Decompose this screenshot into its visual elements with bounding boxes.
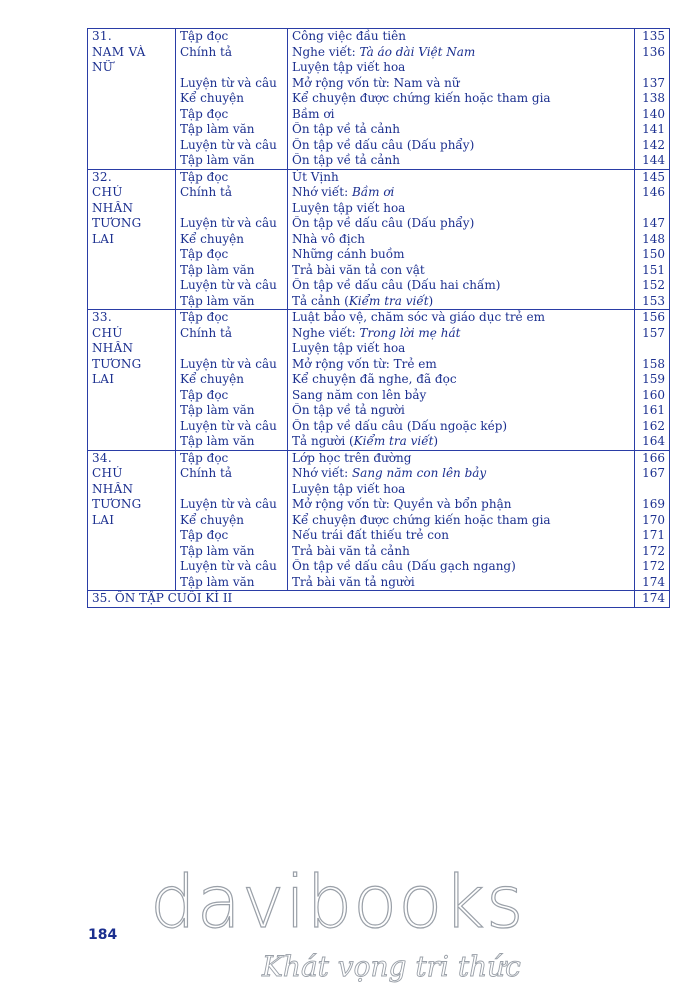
lesson-cell <box>288 403 635 419</box>
subject-cell: Kể chuyện <box>176 232 288 248</box>
page-ref: 142 <box>635 138 670 154</box>
lesson-text: Nghe viết: <box>292 44 360 59</box>
unit-name-line: CHỦ <box>88 326 176 342</box>
page-ref: 144 <box>635 153 670 169</box>
unit-cell-empty <box>88 544 176 560</box>
toc-row <box>88 122 670 138</box>
page-ref: 174 <box>635 591 670 608</box>
toc-row <box>88 357 670 373</box>
lesson-cell <box>288 169 635 185</box>
page-number: 184 <box>88 927 118 943</box>
subject-cell: Tập đọc <box>176 528 288 544</box>
page-ref: 137 <box>635 76 670 92</box>
unit-name-line: LAI <box>88 232 176 248</box>
lesson-text: Tả người ( <box>292 434 354 448</box>
lesson-cell <box>288 201 635 217</box>
lesson-text: Nhớ viết: <box>292 185 352 199</box>
page-ref: 135 <box>635 29 670 45</box>
lesson-text: Ôn tập về tả người <box>292 403 405 417</box>
page-ref: 136 <box>635 45 670 61</box>
lesson-text: Mở rộng vốn từ: Quyền và bổn phận <box>292 497 512 511</box>
unit-cell-empty <box>88 388 176 404</box>
lesson-title-italic: Kiểm tra viết <box>353 434 434 448</box>
subject-cell: Luyện từ và câu <box>176 357 288 373</box>
lesson-text: Nhớ viết: <box>292 466 352 480</box>
subject-cell: Tập làm văn <box>176 263 288 279</box>
page-ref: 162 <box>635 419 670 435</box>
table-of-contents <box>87 28 670 608</box>
lesson-text: Kể chuyện được chứng kiến hoặc tham gia <box>292 512 551 527</box>
lesson-cell <box>288 76 635 92</box>
lesson-text: Tả cảnh ( <box>292 293 349 308</box>
unit-name-line: TƯƠNG <box>88 357 176 373</box>
unit-cell-empty <box>88 434 176 450</box>
toc-row <box>88 419 670 435</box>
unit-cell-empty <box>88 153 176 169</box>
lesson-cell <box>288 528 635 544</box>
lesson-text: Ôn tập về dấu câu (Dấu gạch ngang) <box>292 559 516 573</box>
page-ref: 159 <box>635 372 670 388</box>
page-ref: 141 <box>635 122 670 138</box>
toc-row <box>88 76 670 92</box>
unit-cell-empty <box>88 559 176 575</box>
lesson-cell <box>288 216 635 232</box>
lesson-cell <box>288 138 635 154</box>
subject-cell: Luyện từ và câu <box>176 278 288 294</box>
unit-cell-empty <box>88 403 176 419</box>
subject-cell: Luyện từ và câu <box>176 497 288 513</box>
lesson-text: Luyện tập viết hoa <box>292 341 406 355</box>
unit-number: 34. <box>88 450 176 466</box>
lesson-text: Ôn tập về dấu câu (Dấu phẩy) <box>292 137 475 152</box>
lesson-text: Nhà vô địch <box>292 231 365 246</box>
unit-cell-empty <box>88 107 176 123</box>
toc-row-final-review <box>88 591 670 608</box>
lesson-cell <box>288 29 635 45</box>
lesson-title-italic: Trong lời mẹ hát <box>359 325 461 340</box>
toc-row <box>88 45 670 61</box>
lesson-cell <box>288 60 635 76</box>
subject-cell: Kể chuyện <box>176 513 288 529</box>
page-ref: 172 <box>635 544 670 560</box>
subject-cell: Chính tả <box>176 326 288 342</box>
page-ref: 145 <box>635 169 670 185</box>
subject-cell <box>176 341 288 357</box>
toc-row <box>88 216 670 232</box>
unit-cell-empty <box>88 528 176 544</box>
toc-row <box>88 107 670 123</box>
lesson-text: Công việc đầu tiên <box>292 29 406 43</box>
lesson-text: Sang năm con lên bảy <box>292 387 427 402</box>
lesson-text: Nếu trái đất thiếu trẻ con <box>292 528 449 542</box>
lesson-cell <box>288 357 635 373</box>
toc-row <box>88 326 670 342</box>
subject-cell: Tập đọc <box>176 107 288 123</box>
toc-row <box>88 544 670 560</box>
lesson-cell <box>288 513 635 529</box>
toc-row <box>88 201 670 217</box>
lesson-title-italic: Kiểm tra viết <box>348 293 429 308</box>
toc-row <box>88 153 670 169</box>
toc-body <box>88 29 670 608</box>
watermark-slogan: Khát vọng tri thức <box>262 950 521 983</box>
subject-cell: Kể chuyện <box>176 372 288 388</box>
subject-cell: Tập đọc <box>176 310 288 326</box>
page-ref: 150 <box>635 247 670 263</box>
toc-row <box>88 294 670 310</box>
lesson-text: Luật bảo vệ, chăm sóc và giáo dục trẻ em <box>292 310 545 324</box>
lesson-text: Mở rộng vốn từ: Trẻ em <box>292 356 437 371</box>
toc-row <box>88 232 670 248</box>
subject-cell: Luyện từ và câu <box>176 419 288 435</box>
lesson-text: Ôn tập về dấu câu (Dấu hai chấm) <box>292 278 501 292</box>
toc-row <box>88 497 670 513</box>
subject-cell: Luyện từ và câu <box>176 138 288 154</box>
lesson-text: Kể chuyện đã nghe, đã đọc <box>292 372 457 386</box>
page-ref: 167 <box>635 466 670 482</box>
unit-name-line: NHÂN <box>88 482 176 498</box>
toc-row <box>88 388 670 404</box>
subject-cell: Tập làm văn <box>176 122 288 138</box>
lesson-text: Ôn tập về dấu câu (Dấu ngoặc kép) <box>292 418 508 433</box>
page-ref: 171 <box>635 528 670 544</box>
lesson-cell <box>288 247 635 263</box>
subject-cell: Luyện từ và câu <box>176 559 288 575</box>
unit-number: 32. <box>88 169 176 185</box>
subject-cell: Luyện từ và câu <box>176 216 288 232</box>
subject-cell <box>176 60 288 76</box>
lesson-title-italic: Sang năm con lên bảy <box>351 466 487 480</box>
lesson-cell <box>288 450 635 466</box>
lesson-cell <box>288 263 635 279</box>
toc-row <box>88 466 670 482</box>
lesson-cell <box>288 294 635 310</box>
toc-row <box>88 559 670 575</box>
page-ref: 146 <box>635 185 670 201</box>
lesson-cell <box>288 122 635 138</box>
subject-cell: Tập đọc <box>176 450 288 466</box>
lesson-text: Bầm ơi <box>292 106 335 121</box>
toc-row <box>88 482 670 498</box>
unit-cell-empty <box>88 76 176 92</box>
lesson-title-italic: Bầm ơi <box>351 185 395 199</box>
page-ref: 169 <box>635 497 670 513</box>
unit-cell-empty <box>88 294 176 310</box>
lesson-cell <box>288 232 635 248</box>
toc-row <box>88 247 670 263</box>
lesson-text: Lớp học trên đường <box>292 450 412 465</box>
lesson-cell <box>288 575 635 591</box>
unit-name-line: TƯƠNG <box>88 497 176 513</box>
lesson-cell <box>288 278 635 294</box>
subject-cell: Tập đọc <box>176 247 288 263</box>
subject-cell: Chính tả <box>176 185 288 201</box>
lesson-text: Luyện tập viết hoa <box>292 60 406 74</box>
lesson-text: Út Vịnh <box>292 169 339 184</box>
page-ref: 140 <box>635 107 670 123</box>
page-ref <box>635 341 670 357</box>
toc-row <box>88 528 670 544</box>
subject-cell: Tập làm văn <box>176 434 288 450</box>
page-ref: 164 <box>635 434 670 450</box>
toc-row <box>88 91 670 107</box>
lesson-text: ) <box>428 293 434 308</box>
lesson-cell <box>288 153 635 169</box>
unit-name-line: NAM VÀ <box>88 45 176 61</box>
unit-name-line: TƯƠNG <box>88 216 176 232</box>
unit-cell-empty <box>88 263 176 279</box>
unit-cell-empty <box>88 575 176 591</box>
lesson-title-italic: Tà áo dài Việt Nam <box>359 44 476 59</box>
subject-cell: Luyện từ và câu <box>176 76 288 92</box>
page-ref <box>635 482 670 498</box>
subject-cell: Tập làm văn <box>176 575 288 591</box>
lesson-cell <box>288 185 635 201</box>
unit-number: 33. <box>88 310 176 326</box>
page-ref: 174 <box>635 575 670 591</box>
lesson-cell <box>288 544 635 560</box>
unit-name-line: NHÂN <box>88 201 176 217</box>
unit-cell-empty <box>88 278 176 294</box>
unit-cell-empty <box>88 122 176 138</box>
lesson-cell <box>288 482 635 498</box>
page-ref: 153 <box>635 294 670 310</box>
lesson-cell <box>288 107 635 123</box>
page-ref: 158 <box>635 357 670 373</box>
lesson-text: Nghe viết: <box>292 325 360 340</box>
lesson-text: Kể chuyện được chứng kiến hoặc tham gia <box>292 91 551 105</box>
subject-cell: Chính tả <box>176 466 288 482</box>
toc-row <box>88 310 670 326</box>
lesson-text: Ôn tập về dấu câu (Dấu phẩy) <box>292 216 475 230</box>
subject-cell <box>176 201 288 217</box>
page-ref: 160 <box>635 388 670 404</box>
toc-row <box>88 450 670 466</box>
lesson-text: Mở rộng vốn từ: Nam và nữ <box>292 75 460 90</box>
toc-row <box>88 138 670 154</box>
lesson-text: Trả bài văn tả người <box>292 574 415 589</box>
unit-cell-empty <box>88 91 176 107</box>
page-ref <box>635 60 670 76</box>
unit-name-line: LAI <box>88 372 176 388</box>
lesson-cell <box>288 326 635 342</box>
toc-row <box>88 341 670 357</box>
subject-cell: Tập làm văn <box>176 153 288 169</box>
subject-cell: Tập đọc <box>176 169 288 185</box>
page-ref: 172 <box>635 559 670 575</box>
toc-row <box>88 403 670 419</box>
toc-row <box>88 278 670 294</box>
lesson-cell <box>288 559 635 575</box>
lesson-cell <box>288 91 635 107</box>
toc-row <box>88 169 670 185</box>
lesson-cell <box>288 434 635 450</box>
unit-name-line: CHỦ <box>88 466 176 482</box>
page-ref: 151 <box>635 263 670 279</box>
toc-row <box>88 372 670 388</box>
toc-row <box>88 513 670 529</box>
lesson-cell <box>288 372 635 388</box>
lesson-cell <box>288 497 635 513</box>
toc-row <box>88 29 670 45</box>
lesson-text: Ôn tập về tả cảnh <box>292 153 400 167</box>
unit-cell-empty <box>88 138 176 154</box>
lesson-cell <box>288 341 635 357</box>
lesson-cell <box>288 310 635 326</box>
lesson-text: Luyện tập viết hoa <box>292 481 406 496</box>
page-ref: 152 <box>635 278 670 294</box>
lesson-text: Ôn tập về tả cảnh <box>292 122 400 136</box>
page-ref: 156 <box>635 310 670 326</box>
unit-name-line: LAI <box>88 513 176 529</box>
lesson-text: Trả bài văn tả con vật <box>292 262 425 277</box>
subject-cell: Tập làm văn <box>176 403 288 419</box>
subject-cell: Chính tả <box>176 45 288 61</box>
unit-name-line: NHÂN <box>88 341 176 357</box>
lesson-text: ) <box>433 434 439 448</box>
unit-name-line: NỮ <box>88 60 176 76</box>
unit-cell-empty <box>88 419 176 435</box>
subject-cell: Tập làm văn <box>176 294 288 310</box>
toc-row <box>88 575 670 591</box>
page-ref: 138 <box>635 91 670 107</box>
page-ref: 166 <box>635 450 670 466</box>
subject-cell: Tập đọc <box>176 388 288 404</box>
toc-row <box>88 434 670 450</box>
unit-number: 31. <box>88 29 176 45</box>
page-ref <box>635 201 670 217</box>
lesson-text: Trả bài văn tả cảnh <box>292 543 410 558</box>
subject-cell: Tập đọc <box>176 29 288 45</box>
watermark-logo: davibooks <box>150 860 525 944</box>
lesson-cell <box>288 388 635 404</box>
subject-cell: Tập làm văn <box>176 544 288 560</box>
lesson-cell <box>288 466 635 482</box>
unit-cell-empty <box>88 247 176 263</box>
lesson-text: Những cánh buồm <box>292 247 405 261</box>
page-ref: 148 <box>635 232 670 248</box>
page-ref: 161 <box>635 403 670 419</box>
subject-cell: Kể chuyện <box>176 91 288 107</box>
unit-name-line: CHỦ <box>88 185 176 201</box>
page-ref: 170 <box>635 513 670 529</box>
toc-row <box>88 263 670 279</box>
lesson-cell <box>288 419 635 435</box>
toc-row <box>88 60 670 76</box>
final-review-label: 35. ÔN TẬP CUỐI KÌ II <box>88 591 635 608</box>
lesson-text: Luyện tập viết hoa <box>292 200 406 215</box>
lesson-cell <box>288 45 635 61</box>
subject-cell <box>176 482 288 498</box>
page-ref: 157 <box>635 326 670 342</box>
toc-row <box>88 185 670 201</box>
page-ref: 147 <box>635 216 670 232</box>
